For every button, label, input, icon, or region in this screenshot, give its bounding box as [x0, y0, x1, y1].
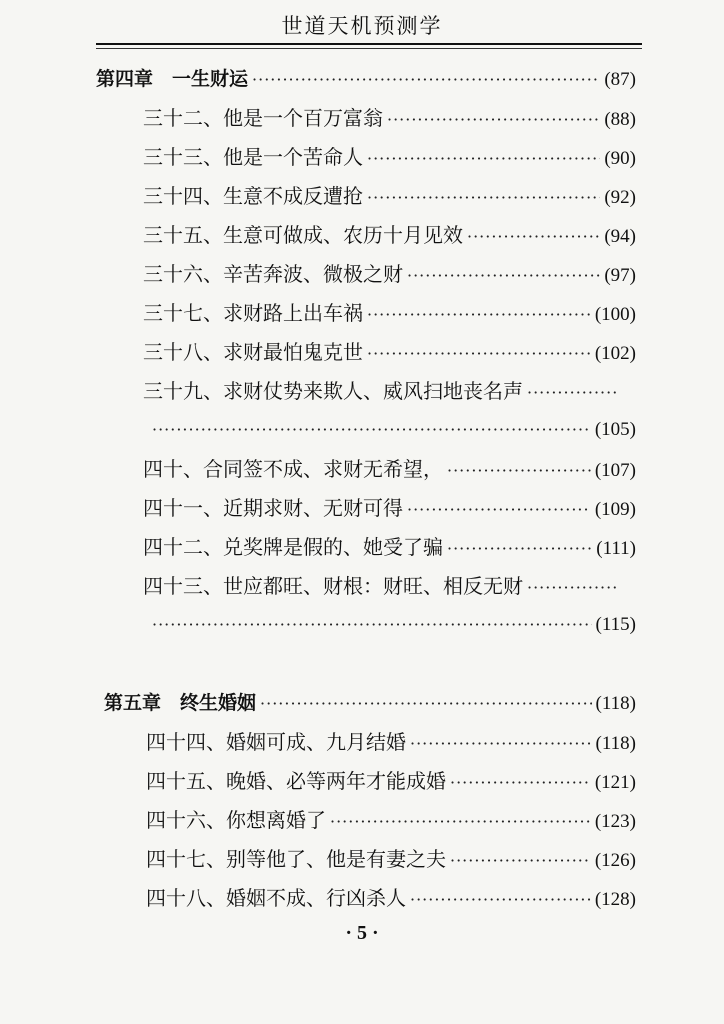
- toc-entry[interactable]: [146, 766, 636, 796]
- dot-leader: [527, 378, 619, 408]
- page-ref: (100): [594, 304, 636, 325]
- toc-chapter-5[interactable]: [104, 688, 636, 718]
- toc-entry[interactable]: [143, 493, 636, 523]
- page-ref: (92): [604, 187, 636, 208]
- dot-leader: [410, 729, 592, 759]
- page-ref: (105): [594, 419, 636, 440]
- dot-leader: [450, 768, 591, 798]
- chapter-title: 第四章 一生财运: [96, 68, 249, 90]
- dot-leader: [152, 415, 591, 445]
- dot-leader: [527, 573, 619, 603]
- dot-leader: [407, 261, 600, 291]
- chapter-title: 第五章 终生婚姻: [104, 692, 257, 714]
- page-ref: (88): [604, 109, 636, 130]
- dot-leader: [407, 495, 591, 525]
- entry-title: 三十二、他是一个百万富翁: [143, 106, 383, 130]
- entry-title: 四十二、兑奖牌是假的、她受了骗: [143, 535, 443, 559]
- page-ref: (102): [594, 343, 636, 364]
- toc-entry[interactable]: [143, 454, 636, 484]
- toc-entry[interactable]: [143, 142, 636, 172]
- entry-title: 四十、合同签不成、求财无希望，: [143, 457, 443, 481]
- dot-leader: [450, 846, 591, 876]
- entry-title: 四十七、别等他了、他是有妻之夫: [146, 847, 446, 871]
- dot-leader: [410, 885, 591, 915]
- dot-leader: [387, 105, 600, 135]
- header-rule-thin: [96, 48, 642, 49]
- toc-entry-continuation[interactable]: [148, 415, 636, 445]
- page-ref: (107): [594, 460, 636, 481]
- page-ref: (87): [604, 69, 636, 90]
- entry-title: 三十三、他是一个苦命人: [143, 145, 363, 169]
- page-ref: (115): [595, 614, 636, 635]
- toc-entry[interactable]: [143, 298, 636, 328]
- toc-entry[interactable]: [143, 337, 636, 367]
- dot-leader: [447, 456, 591, 486]
- toc-entry[interactable]: [143, 571, 623, 601]
- page-ref: (126): [594, 850, 636, 871]
- page-ref: (90): [604, 148, 636, 169]
- entry-title: 三十六、辛苦奔波、微极之财: [143, 262, 403, 286]
- dot-leader: [330, 807, 591, 837]
- toc-entry[interactable]: [146, 844, 636, 874]
- page-ref: (118): [595, 693, 636, 714]
- entry-title: 三十四、生意不成反遭抢: [143, 184, 363, 208]
- entry-title: 三十八、求财最怕鬼克世: [143, 340, 363, 364]
- header-rule-thick: [96, 43, 642, 45]
- page-ref: (109): [594, 499, 636, 520]
- entry-title: 四十三、世应都旺、财根：财旺、相反无财: [143, 574, 523, 598]
- dot-leader: [447, 534, 592, 564]
- page-ref: (121): [594, 772, 636, 793]
- page-ref: (97): [604, 265, 636, 286]
- dot-leader: [367, 300, 591, 330]
- page-ref: (94): [604, 226, 636, 247]
- page-ref: (128): [594, 889, 636, 910]
- entry-title: 三十五、生意可做成、农历十月见效: [143, 223, 463, 247]
- entry-title: 四十八、婚姻不成、行凶杀人: [146, 886, 406, 910]
- running-header: 世道天机预测学: [281, 14, 443, 38]
- entry-title: 四十一、近期求财、无财可得: [143, 496, 403, 520]
- entry-title: 四十五、晚婚、必等两年才能成婚: [146, 769, 446, 793]
- toc-entry[interactable]: [143, 181, 636, 211]
- dot-leader: [367, 339, 591, 369]
- page-number: · 5 ·: [345, 922, 379, 944]
- page-ref: (123): [594, 811, 636, 832]
- dot-leader: [367, 144, 600, 174]
- toc-entry[interactable]: [146, 883, 636, 913]
- toc-entry[interactable]: [143, 376, 623, 406]
- entry-title: 四十六、你想离婚了: [146, 808, 326, 832]
- dot-leader: [467, 222, 600, 252]
- toc-entry-continuation[interactable]: [148, 610, 636, 640]
- toc-entry[interactable]: [143, 259, 636, 289]
- toc-entry[interactable]: [143, 103, 636, 133]
- entry-title: 四十四、婚姻可成、九月结婚: [146, 730, 406, 754]
- toc-chapter-4[interactable]: [96, 64, 636, 94]
- dot-leader: [152, 610, 592, 640]
- entry-title: 三十七、求财路上出车祸: [143, 301, 363, 325]
- dot-leader: [367, 183, 600, 213]
- entry-title: 三十九、求财仗势来欺人、威风扫地丧名声: [143, 379, 523, 403]
- dot-leader: [252, 65, 600, 95]
- toc-entry[interactable]: [146, 805, 636, 835]
- toc-entry[interactable]: [143, 220, 636, 250]
- toc-entry[interactable]: [143, 532, 636, 562]
- dot-leader: [260, 689, 592, 719]
- page-ref: (118): [595, 733, 636, 754]
- toc-entry[interactable]: [146, 727, 636, 757]
- page-ref: (111): [596, 538, 636, 559]
